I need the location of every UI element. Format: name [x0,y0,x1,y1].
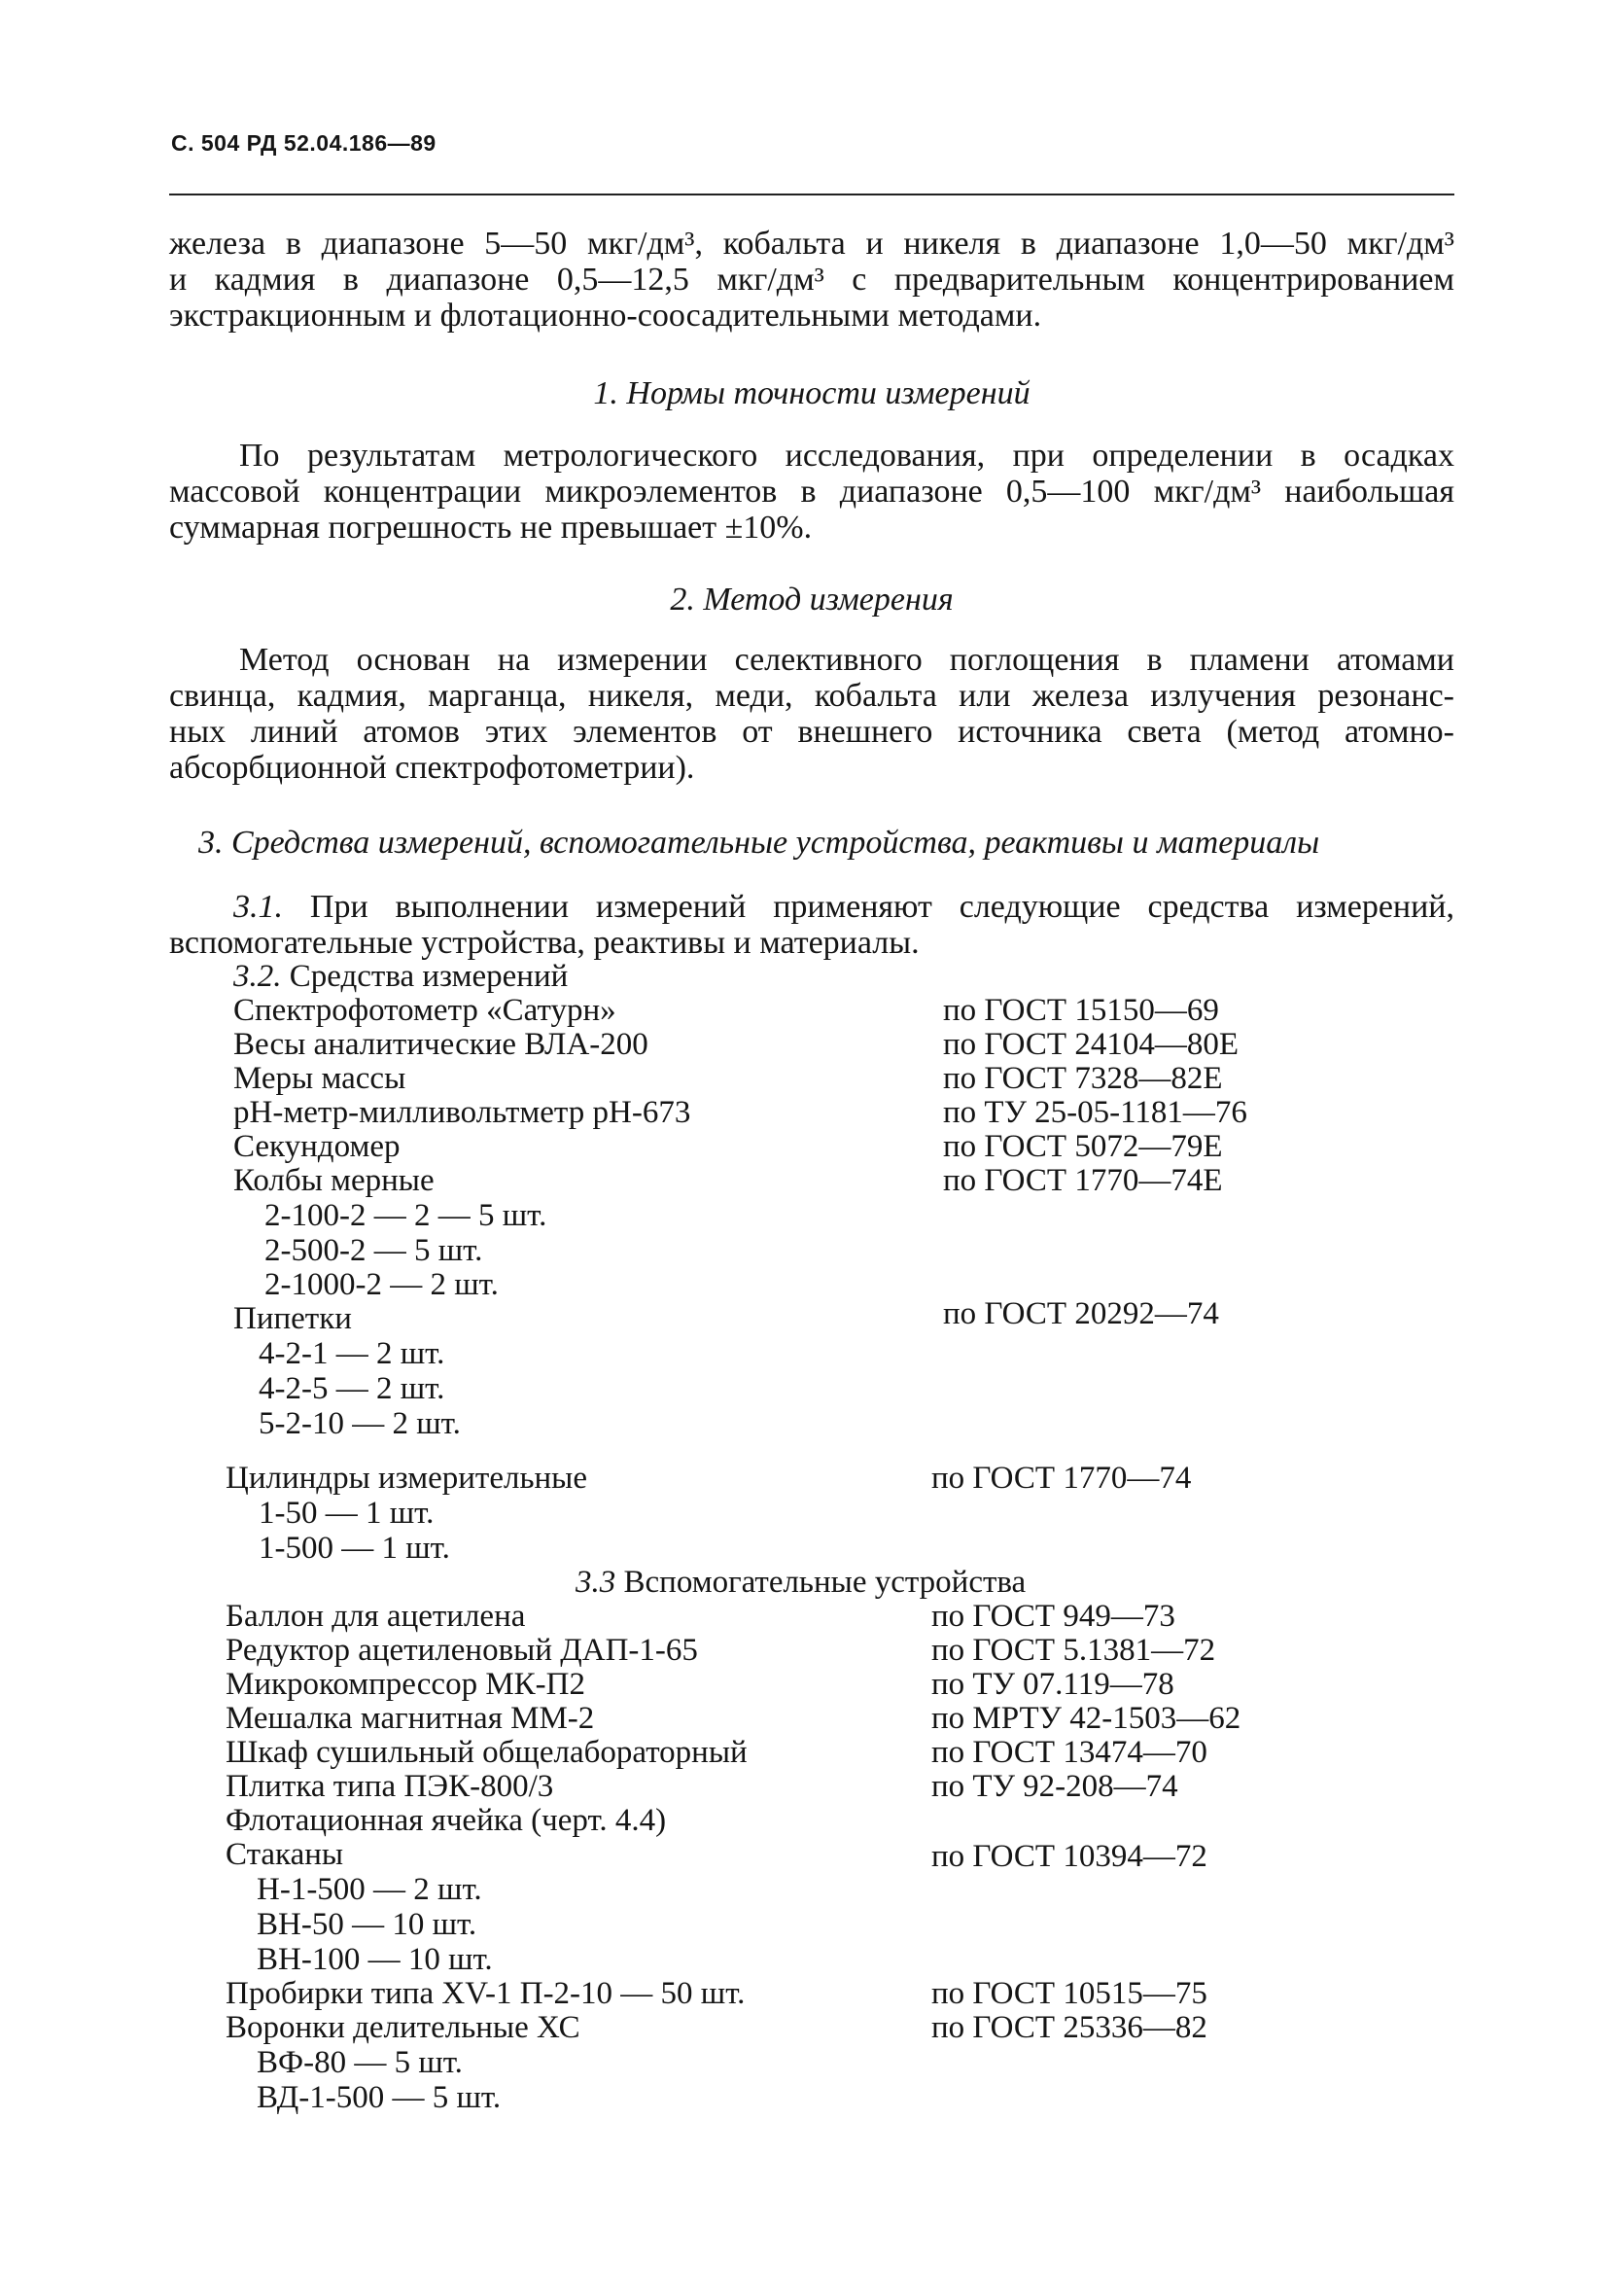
section-1-line: По результатам метрологического исследования, при определении в осадках [239,438,1454,474]
list-subitem: ВН-50 — 10 шт. [257,1907,477,1942]
section-2-paragraph [169,642,1454,786]
list-item: Мешалка магнитная ММ-2 [226,1701,595,1736]
list-item: Колбы мерные [233,1163,435,1198]
running-head: С. 504 РД 52.04.186—89 [171,130,437,156]
section-1-line: суммарная погрешность не превышает ±10%. [169,510,813,546]
list-subitem: ВФ-80 — 5 шт. [257,2045,463,2080]
list-item-standard: по ГОСТ 25336—82 [931,2010,1207,2045]
list-subitem: 1-50 — 1 шт. [259,1496,435,1531]
section-2-line: абсорбционной спектрофотометрии). [169,750,695,786]
clause-3-2-number: 3.2. [233,959,282,994]
list-item: Цилиндры измерительные [226,1461,587,1496]
list-item: Микрокомпрессор МК-П2 [226,1667,585,1702]
clause-3-3-number: 3.3 [576,1565,616,1600]
section-2-line: свинца, кадмия, марганца, никеля, меди, кобальта или железа излучения резонанс- [169,678,1454,714]
list-item-standard: по ГОСТ 5072—79Е [943,1129,1223,1164]
list-item: Меры массы [233,1061,406,1096]
list-item: Плитка типа ПЭК-800/3 [226,1769,554,1804]
list-item: Стаканы [226,1837,344,1872]
list-item: рН-метр-милливольтметр рН-673 [233,1095,691,1130]
list-subitem: ВН-100 — 10 шт. [257,1942,493,1977]
list-item: Пипетки [233,1301,352,1336]
section-2-line: Метод основан на измерении селективного поглощения в пламени атомами [239,642,1454,678]
list-item-standard: по ГОСТ 10394—72 [931,1839,1207,1874]
section-2-line: ных линий атомов этих элементов от внешнего источника света (метод атомно- [169,714,1454,750]
list-item-standard: по ГОСТ 15150—69 [943,993,1219,1028]
clause-3-3-heading [576,1565,1026,1600]
clause-3-1-line: вспомогательные устройства, реактивы и материалы. [169,925,920,961]
list-item: Спектрофотометр «Сатурн» [233,993,616,1028]
list-item-standard: по ГОСТ 10515—75 [931,1976,1207,2011]
list-item-standard: по ТУ 25-05-1181—76 [943,1095,1247,1130]
list-item-standard: по МРТУ 42-1503—62 [931,1701,1241,1736]
list-item: Баллон для ацетилена [226,1599,526,1634]
section-1-title: 1. Нормы точности измерений [593,375,1031,411]
list-item: Пробирки типа XV-1 П-2-10 — 50 шт. [226,1976,746,2011]
section-1-line: массовой концентрации микроэлементов в диапазоне 0,5—100 мкг/дм³ наибольшая [169,474,1454,510]
intro-line: и кадмия в диапазоне 0,5—12,5 мкг/дм³ с предварительным концентрированием [169,262,1454,298]
list-item-standard: по ГОСТ 949—73 [931,1599,1175,1634]
clause-3-1-text: При выполнении измерений применяют следующие средства измерений, [309,889,1454,925]
intro-line: железа в диапазоне 5—50 мкг/дм³, кобальта и никеля в диапазоне 1,0—50 мкг/дм³ [169,226,1454,262]
header-rule [169,194,1454,195]
list-subitem: ВД-1-500 — 5 шт. [257,2080,502,2115]
list-item-standard: по ГОСТ 24104—80Е [943,1027,1239,1062]
clause-3-1-number: 3.1. [233,889,283,925]
list-item-standard: по ГОСТ 5.1381—72 [931,1633,1216,1668]
section-1-paragraph [169,438,1454,546]
list-subitem: 5-2-10 — 2 шт. [259,1406,461,1441]
list-item: Воронки делительные ХС [226,2010,580,2045]
list-item-standard: по ГОСТ 20292—74 [943,1296,1219,1331]
clause-3-3-title: Вспомогательные устройства [623,1565,1027,1600]
list-subitem: Н-1-500 — 2 шт. [257,1872,482,1907]
list-item-standard: по ТУ 07.119—78 [931,1667,1174,1702]
list-item-standard: по ГОСТ 13474—70 [931,1735,1207,1770]
list-subitem: 2-100-2 — 2 — 5 шт. [264,1198,547,1233]
list-item-standard: по ГОСТ 1770—74 [931,1461,1192,1496]
list-subitem: 4-2-1 — 2 шт. [259,1336,445,1371]
clause-3-2-heading [233,959,568,994]
clause-3-2-title: Средства измерений [289,959,569,994]
list-subitem: 1-500 — 1 шт. [259,1531,450,1566]
section-3-title: 3. Средства измерений, вспомогательные устройства, реактивы и материалы [198,825,1320,861]
section-2-title: 2. Метод измерения [670,582,954,618]
list-subitem: 2-1000-2 — 2 шт. [264,1267,499,1302]
list-subitem: 2-500-2 — 5 шт. [264,1233,483,1268]
list-item-standard: по ГОСТ 1770—74Е [943,1163,1223,1198]
clause-3-1-line [169,889,1454,925]
intro-line: экстракционным и флотационно-соосадительными методами. [169,298,1042,334]
list-item: Весы аналитические ВЛА-200 [233,1027,648,1062]
list-item: Шкаф сушильный общелабораторный [226,1735,748,1770]
list-item: Флотационная ячейка (черт. 4.4) [226,1803,667,1838]
list-item-standard: по ТУ 92-208—74 [931,1769,1178,1804]
list-item: Секундомер [233,1129,401,1164]
list-item: Редуктор ацетиленовый ДАП-1-65 [226,1633,698,1668]
list-item-standard: по ГОСТ 7328—82Е [943,1061,1223,1096]
clause-3-1 [169,889,1454,961]
intro-paragraph [169,226,1454,334]
list-subitem: 4-2-5 — 2 шт. [259,1371,445,1406]
